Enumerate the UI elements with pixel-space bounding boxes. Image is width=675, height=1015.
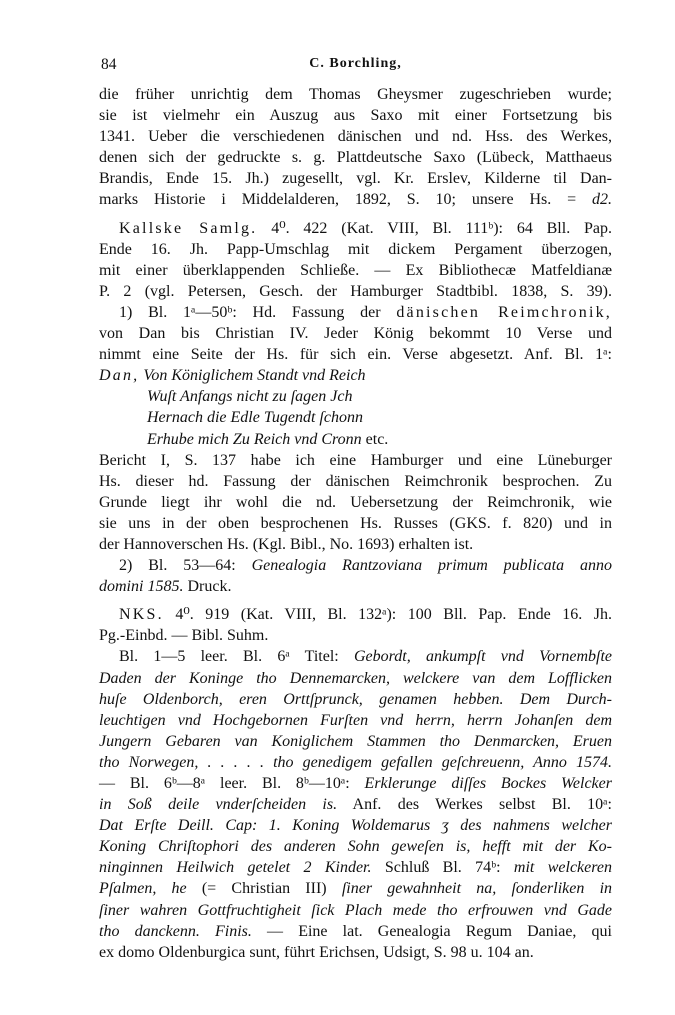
text-line: P. 2 (vgl. Petersen, Gesch. der Hamburger Stadtbibl. 1838, S. 39). [99, 282, 612, 300]
text-line: huſe Oldenborch, eren Orttſprunck, genamen hebben. Dem Durch- [99, 690, 612, 708]
text-segment: 2) Bl. 53—64: [119, 557, 252, 575]
verse-text: Erhube mich Zu Reich vnd Cronn [147, 430, 362, 448]
text-segment: 4⁰. 422 (Kat. VIII, Bl. 111ᵇ): 64 Bll. Pap. [257, 219, 613, 237]
book-page [99, 56, 612, 963]
text-line: 1341. Ueber die verschiedenen dänischen und nd. Hss. des Werkes, [99, 128, 612, 146]
text-line: ex domo Oldenburgica sunt, führt Erichsen, Udsigt, S. 98 u. 104 an. [99, 943, 534, 961]
verse-line [99, 365, 612, 386]
text-line [99, 576, 612, 597]
text-line [99, 604, 612, 625]
page-number: 84 [101, 56, 117, 73]
text-line [99, 857, 612, 878]
text-line: sie ist vielmehr ein Auszug aus Saxo mit einer Fortsetzung bis [99, 107, 612, 125]
verse-line [99, 429, 612, 450]
spaced-title: dänischen Reimchronik, [396, 303, 613, 321]
text-line: Hs. dieser hd. Fassung der dänischen Reimchronik besprochen. Zu [99, 472, 612, 490]
text-line: Ende 16. Jh. Papp-Umschlag mit dickem Pergament überzogen, [99, 240, 612, 258]
text-line: tho Norwegen, . . . . . tho genedigem gefallen geſchreuenn, Anno 1574. [99, 753, 612, 771]
verse-line: Hernach die Edle Tugendt ſchonn [147, 409, 363, 427]
text-line: sie uns in der oben besprochenen Hs. Russes (GKS. f. 820) und in [99, 514, 612, 532]
italic-title: Genealogia Rantzoviana primum publicata anno [251, 557, 613, 575]
text-line [99, 302, 612, 323]
italic-quote: Pſalmen, he [99, 880, 187, 898]
text-segment: Schluß Bl. 74ᵇ: [371, 859, 514, 877]
text-line: Grunde liegt ihr wohl die nd. Uebersetzung der Reimchronik, wie [99, 493, 612, 511]
italic-quote: ninginnen Heilwich getelet 2 Kinder. [99, 859, 372, 877]
text-line [99, 189, 612, 210]
text-segment: (= Christian III) [186, 880, 342, 898]
paragraph-gap [99, 597, 612, 604]
paragraph-gap [99, 211, 612, 218]
text-line [99, 878, 612, 899]
text-segment: 4⁰. 919 (Kat. VIII, Bl. 132ᵃ): 100 Bll. Pap. Ende 16. Jh. [163, 606, 612, 624]
text-line: nimmt eine Seite der Hs. für sich ein. Verse abgesetzt. Anf. Bl. 1ᵃ: [99, 346, 612, 364]
siglum: d2. [592, 191, 612, 209]
text-line: Daden der Koninge tho Dennemarcken, welckere van dem Lofflicken [99, 669, 612, 687]
text-segment: Anf. des Werkes selbst Bl. 10ᵃ: [337, 796, 613, 814]
paragraph-saxo [99, 84, 612, 211]
italic-quote: ſiner gewahnheit na, ſonderliken in [341, 880, 613, 898]
verse-line: Wuſt Anfangs nicht zu ſagen Jch [147, 388, 353, 406]
entry-kallske-samlg [99, 218, 612, 598]
text-segment: Druck. [183, 578, 232, 596]
text-line: Pg.-Einbd. — Bibl. Suhm. [99, 627, 269, 645]
text-line [99, 555, 612, 576]
text-line: von Dan bis Christian IV. Jeder König bekommt 10 Verse und [99, 325, 612, 343]
running-title: C. Borchling, [309, 56, 402, 71]
running-head [99, 56, 612, 84]
text-segment: etc. [361, 430, 389, 448]
italic-quote: in Soß deile vnderſcheiden is. [99, 796, 338, 814]
text-segment: — Bl. 6ᵇ—8ᵃ leer. Bl. 8ᵇ—10ᵃ: [99, 775, 365, 792]
italic-quote: tho danckenn. Finis. [99, 922, 252, 940]
text-line: Bericht I, S. 137 habe ich eine Hamburger und eine Lüneburger [99, 451, 612, 469]
text-line: Brandis, Ende 15. Jh.) zugesellt, vgl. Kr. Erslev, Kilderne til Dan- [99, 170, 612, 188]
collection-name: Kallske Samlg. [119, 219, 258, 237]
italic-quote: mit welckeren [513, 859, 612, 877]
collection-name: NKS. [119, 606, 164, 624]
text-line: der Hannoverschen Hs. (Kgl. Bibl., No. 1693) erhalten ist. [99, 535, 474, 553]
text-line: Koning Chriſtophori des anderen Sohn geweſen is, hefft mit der Ko- [99, 838, 612, 856]
text-line [99, 218, 612, 239]
text-line: mit einer überklappenden Schließe. — Ex Bibliothecæ Matfeldianæ [99, 261, 612, 279]
entry-nks-919 [99, 604, 612, 963]
italic-title: domini 1585. [99, 578, 184, 596]
text-segment: — Eine lat. Genealogia Regum Daniae, qui [251, 922, 613, 940]
text-line: die früher unrichtig dem Thomas Gheysmer zugeschrieben wurde; [99, 86, 612, 103]
text-line [99, 773, 612, 794]
text-line: Jungern Gebaren van Koniglichem Stammen tho Denmarcken, Eruen [99, 732, 612, 750]
italic-quote: Gebordt, ankumpſt vnd Vornembſte [354, 648, 612, 666]
text-segment: Bl. 1—5 leer. Bl. 6ᵃ Titel: [119, 648, 354, 666]
text-line: denen sich der gedruckte s. g. Plattdeutsche Saxo (Lübeck, Matthaeus [99, 149, 612, 167]
italic-quote: Erklerunge diſſes Bockes Welcker [364, 775, 612, 792]
text-line [99, 794, 612, 815]
text-line: Dat Erſte Deill. Cap: 1. Koning Woldemarus ʒ des nahmens welcher [99, 817, 612, 835]
verse-initial: Dan, [99, 367, 140, 385]
text-segment: marks Historie i Middelalderen, 1892, S. 10; unsere Hs. = [99, 191, 592, 209]
verse-text: Von Königlichem Standt vnd Reich [139, 367, 366, 385]
text-line [99, 646, 612, 667]
text-line: ſiner wahren Gottfruchtigheit ſick Plach mede tho erfrouwen vnd Gade [99, 901, 612, 919]
text-line: leuchtigen vnd Hochgebornen Furſten vnd herrn, herrn Johanſen dem [99, 711, 612, 729]
text-segment: 1) Bl. 1ᵃ—50ᵇ: Hd. Fassung der [119, 303, 397, 321]
text-line [99, 921, 612, 942]
